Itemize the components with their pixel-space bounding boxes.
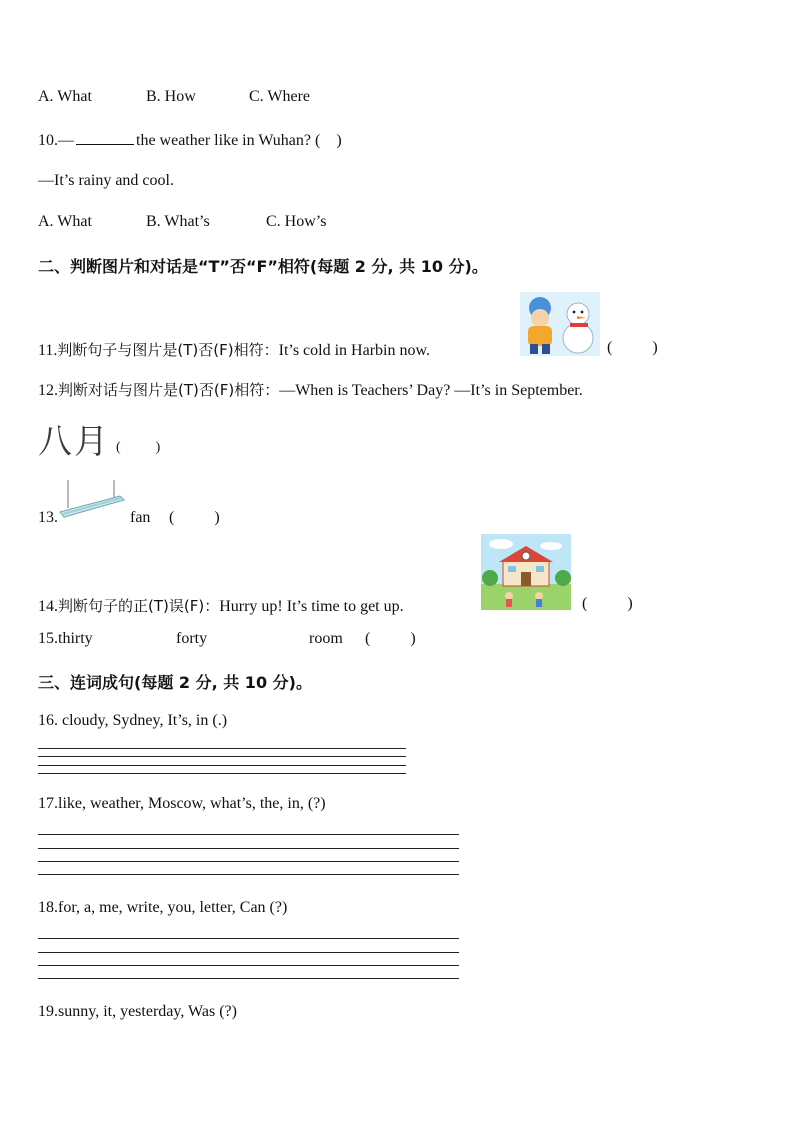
question-13-number: 13. — [38, 509, 58, 526]
q10-paren-close: ) — [336, 132, 342, 149]
q10-answer: —It’s rainy and cool. — [38, 172, 174, 189]
q13-answer-paren[interactable]: ( ) — [169, 509, 220, 526]
question-12 — [38, 379, 583, 400]
section-2-title: 二、判断图片和对话是“T”否“F”相符(每题 2 分, 共 10 分)。 — [38, 257, 488, 276]
answer-line[interactable] — [38, 965, 459, 966]
section-3-title: 三、连词成句(每题 2 分, 共 10 分)。 — [38, 673, 312, 692]
q14-sentence: Hurry up! It’s time to get up. — [219, 598, 404, 615]
answer-line[interactable] — [38, 938, 459, 939]
answer-line[interactable] — [38, 834, 459, 835]
answer-line[interactable] — [38, 773, 406, 774]
q11-answer-paren[interactable]: ( ) — [607, 339, 658, 356]
answer-line[interactable] — [38, 848, 459, 849]
q10-blank[interactable] — [76, 130, 134, 145]
question-17: 17.like, weather, Moscow, what’s, the, in, (?) — [38, 795, 326, 812]
answer-line[interactable] — [38, 874, 459, 875]
q15-answer-paren[interactable]: ( ) — [365, 630, 416, 647]
q10-option-b: B. What’s — [146, 213, 210, 230]
q10-text: the weather like in Wuhan? ( — [136, 132, 321, 149]
q14-number: 14. — [38, 598, 58, 615]
q11-number: 11. — [38, 342, 58, 359]
q9-option-c: C. Where — [249, 88, 311, 105]
fluorescent-lamp-picture — [58, 476, 126, 522]
question-18: 18.for, a, me, write, you, letter, Can (?) — [38, 899, 288, 916]
q10-option-c: C. How’s — [266, 213, 327, 230]
question-15 — [38, 630, 93, 648]
q10-number: 10.— — [38, 132, 74, 149]
q10-option-a: A. What — [38, 213, 92, 230]
q11-sentence: It’s cold in Harbin now. — [278, 342, 430, 359]
august-calendar-picture: 八月 — [38, 422, 110, 462]
answer-line[interactable] — [38, 978, 459, 979]
q14-instruction: 判断句子的正(T)误(F)： — [58, 597, 220, 615]
q13-word: fan — [130, 509, 151, 526]
answer-line[interactable] — [38, 748, 406, 749]
snowman-picture — [520, 292, 600, 356]
answer-line[interactable] — [38, 952, 459, 953]
question-16: 16. cloudy, Sydney, It’s, in (.) — [38, 712, 228, 729]
question-11 — [38, 339, 430, 360]
q15-number: 15. — [38, 630, 58, 647]
school-picture — [481, 534, 571, 610]
q9-option-b: B. How — [146, 88, 196, 105]
q12-answer-paren[interactable]: ( ) — [116, 440, 161, 455]
question-10 — [38, 130, 342, 150]
q12-dialogue: —When is Teachers’ Day? —It’s in September. — [279, 382, 583, 399]
q9-option-a: A. What — [38, 88, 92, 105]
q15-word-3: room — [309, 630, 343, 647]
q15-word-1: thirty — [58, 630, 93, 647]
q12-instruction: 判断对话与图片是(T)否(F)相符： — [58, 381, 280, 399]
answer-line[interactable] — [38, 765, 406, 766]
answer-line[interactable] — [38, 861, 459, 862]
q11-instruction: 判断句子与图片是(T)否(F)相符： — [57, 341, 279, 359]
q15-word-2: forty — [176, 630, 208, 647]
q14-answer-paren[interactable]: ( ) — [582, 595, 633, 612]
question-14 — [38, 595, 404, 616]
q12-number: 12. — [38, 382, 58, 399]
answer-line[interactable] — [38, 756, 406, 757]
question-19: 19.sunny, it, yesterday, Was (?) — [38, 1003, 237, 1020]
